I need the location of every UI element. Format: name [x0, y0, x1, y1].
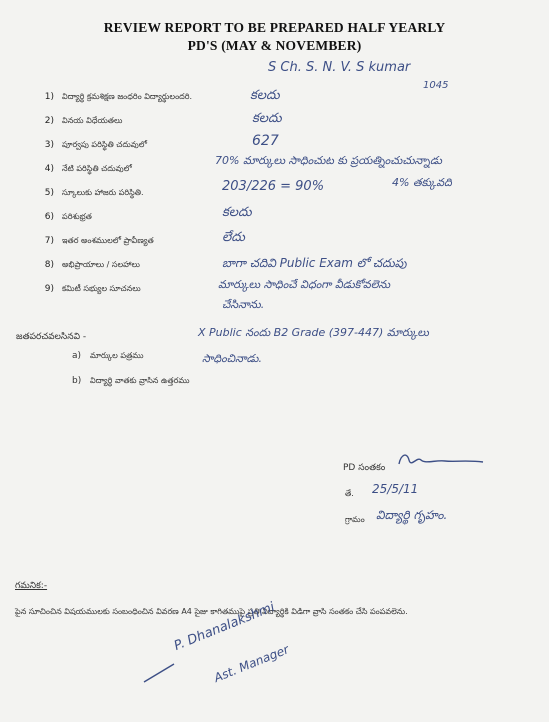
item-label: వినయ విధేయతలు: [62, 116, 123, 125]
attachment-a-text: మార్కుల పత్రము: [90, 351, 144, 360]
date-label: తే.: [345, 489, 354, 498]
note-heading: గమనిక:-: [15, 581, 48, 591]
place-label: గ్రామం: [345, 515, 365, 524]
date-value: 25/5/11: [372, 482, 419, 496]
student-number: 1045: [423, 80, 449, 91]
manager-signature-name: P. Dhanalakshmi: [172, 599, 277, 654]
item-label: పరిశుభ్రత: [62, 212, 92, 221]
item-answer-5b: 4% తక్కువది: [392, 176, 452, 189]
pd-signature-label: PD సంతకం: [343, 463, 386, 473]
item-answer-6: కలదు: [222, 205, 252, 220]
item-label: పూర్వపు పరిస్థితి చదువులో: [62, 140, 147, 149]
signature-stroke: [140, 660, 180, 686]
item-number: 2): [44, 116, 54, 126]
item-number: 3): [44, 140, 54, 150]
item-label: విద్యార్థి క్రమశిక్షణ జంధరిం విద్యార్థులందరి.: [62, 92, 193, 101]
item-number: 7): [44, 236, 54, 246]
item-number: 4): [44, 164, 54, 174]
item-answer-3: 627: [252, 133, 279, 149]
attachment-a-label: a): [72, 351, 82, 361]
item-number: 8): [44, 260, 54, 270]
item-number: 5): [44, 188, 54, 198]
note-text: పైన సూచించిన విషయములకు సంబంధించిన వివరణ A4 సైజు కాగితముపై ప్రతి విద్యార్థికి విడిగా వ్రాసి సంతకం చేసి పంపవలెను.: [15, 607, 408, 616]
attachments-answer-line2: సాధించినాడు.: [202, 352, 262, 365]
item-answer-4: 70% మార్కులు సాధించుట కు ప్రయత్నించుచున్నాడు: [215, 154, 442, 167]
item-answer-9-line2: చేసినాను.: [222, 298, 265, 311]
item-label: స్కూలుకు హాజరు పరిస్థితి.: [62, 188, 144, 197]
attachment-b-label: b): [72, 376, 82, 386]
pd-signature-mark: [395, 448, 490, 473]
report-subtitle: PD'S (MAY & NOVEMBER): [187, 38, 362, 53]
report-title: REVIEW REPORT TO BE PREPARED HALF YEARLY: [103, 20, 446, 35]
item-answer-5: 203/226 = 90%: [222, 179, 325, 194]
item-number: 1): [44, 92, 54, 102]
manager-signature-title: Ast. Manager: [212, 642, 291, 685]
attachments-answer-line1: X Public నందు B2 Grade (397-447) మార్కులు: [198, 326, 429, 339]
item-answer-8: బాగా చదివి Public Exam లో చదుపు: [222, 256, 407, 270]
attachments-heading: జతపరచవలసినవి -: [16, 332, 87, 342]
attachment-b-text: విద్యార్థి వాతకు వ్రాసిన ఉత్తరము: [90, 376, 190, 385]
item-answer-1: కలదు: [250, 88, 280, 103]
item-number: 9): [44, 284, 54, 294]
item-number: 6): [44, 212, 54, 222]
item-label: ఇతర అంశములలో ప్రావీణ్యత: [62, 236, 154, 245]
item-label: నేటి పరిస్థితి చదువులో: [62, 164, 132, 173]
item-answer-7: లేదు: [222, 230, 245, 245]
item-answer-2: కలదు: [252, 111, 282, 126]
item-answer-9: మార్కులు సాధించే విధంగా వీడుకోవలెను: [218, 278, 391, 291]
place-value: విద్యార్థి గృహం.: [376, 508, 448, 522]
item-label: కమిటీ సభ్యుల సూచనలు: [62, 284, 141, 293]
student-name: S Ch. S. N. V. S kumar: [268, 60, 411, 75]
item-label: అభిప్రాయాలు / సలహాలు: [62, 260, 140, 269]
